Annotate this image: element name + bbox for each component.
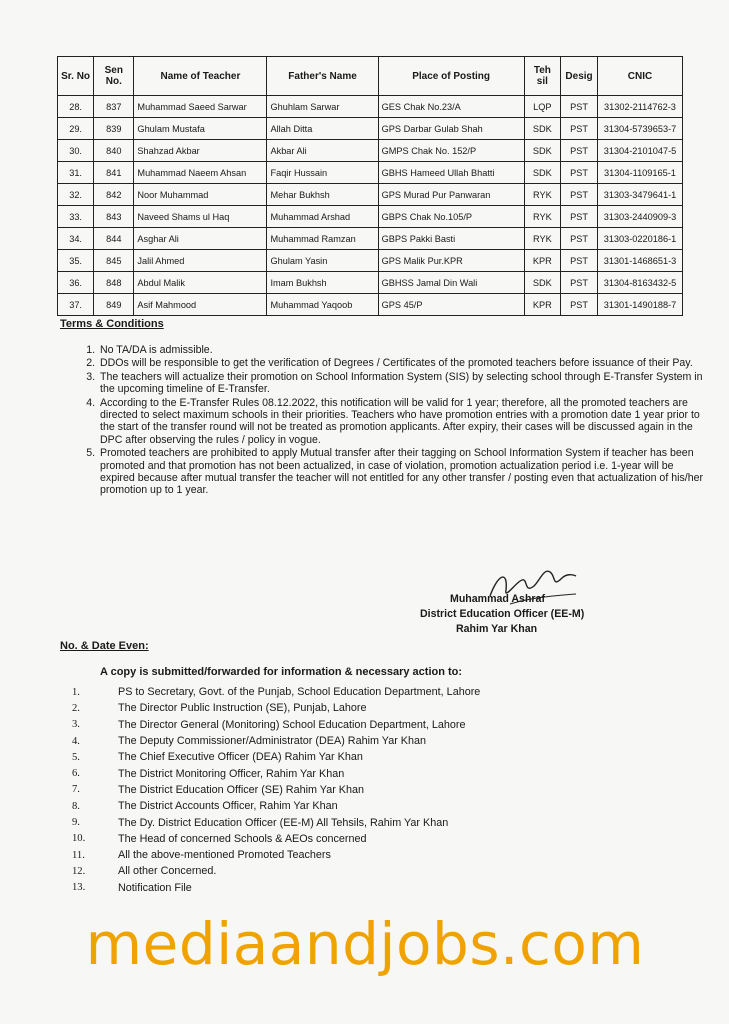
cell-sr-no: 34. (58, 228, 94, 250)
header-teacher-name: Name of Teacher (134, 57, 267, 96)
header-sen-no: Sen No. (94, 57, 134, 96)
cell-teacher-name: Muhammad Naeem Ahsan (134, 162, 267, 184)
cell-designation: PST (561, 118, 598, 140)
cell-place-of-posting: GBHSS Jamal Din Wali (378, 272, 524, 294)
cell-sen-no: 844 (94, 228, 134, 250)
cell-sr-no: 29. (58, 118, 94, 140)
cell-teacher-name: Asif Mahmood (134, 294, 267, 316)
cell-teacher-name: Ghulam Mustafa (134, 118, 267, 140)
cell-teacher-name: Jalil Ahmed (134, 250, 267, 272)
copy-recipient-number: 7. (72, 784, 80, 796)
cell-cnic: 31304-2101047-5 (597, 140, 682, 162)
table-row (58, 206, 683, 228)
cell-cnic: 31304-5739653-7 (597, 118, 682, 140)
copy-recipient-number: 1. (72, 686, 80, 698)
copy-recipient-number: 6. (72, 768, 80, 780)
cell-sen-no: 841 (94, 162, 134, 184)
cell-sen-no: 837 (94, 96, 134, 118)
cell-sr-no: 35. (58, 250, 94, 272)
cell-tehsil: RYK (524, 184, 560, 206)
copy-recipient (72, 749, 480, 765)
copy-recipient-number: 4. (72, 735, 80, 747)
cell-sen-no: 848 (94, 272, 134, 294)
copy-recipient-text: The Head of concerned Schools & AEOs concerned (118, 832, 367, 845)
cell-cnic: 31301-1490188-7 (597, 294, 682, 316)
copy-recipient-number: 9. (72, 817, 80, 829)
cell-teacher-name: Noor Muhammad (134, 184, 267, 206)
copy-recipient (72, 765, 480, 781)
copy-recipient-text: The Chief Executive Officer (DEA) Rahim Yar Khan (118, 751, 363, 764)
terms-list (58, 344, 704, 498)
cell-designation: PST (561, 140, 598, 162)
table-row (58, 96, 683, 118)
cell-father-name: Ghuhlam Sarwar (267, 96, 378, 118)
cell-designation: PST (561, 228, 598, 250)
copy-recipient-number: 11. (72, 849, 85, 861)
table-body (58, 96, 683, 316)
header-father-name: Father's Name (267, 57, 378, 96)
cell-place-of-posting: GMPS Chak No. 152/P (378, 140, 524, 162)
copy-recipient (72, 733, 480, 749)
terms-title: Terms & Conditions (60, 318, 164, 330)
table-row (58, 118, 683, 140)
cell-designation: PST (561, 96, 598, 118)
cell-father-name: Mehar Bukhsh (267, 184, 378, 206)
table-row (58, 140, 683, 162)
cell-sen-no: 843 (94, 206, 134, 228)
cell-designation: PST (561, 206, 598, 228)
copy-recipient-text: The Dy. District Education Officer (EE-M) All Tehsils, Rahim Yar Khan (118, 816, 449, 829)
cell-cnic: 31301-1468651-3 (597, 250, 682, 272)
signatory-location: Rahim Yar Khan (456, 623, 538, 635)
copy-recipient-text: All other Concerned. (118, 865, 217, 878)
cell-cnic: 31304-1109165-1 (597, 162, 682, 184)
cell-place-of-posting: GBPS Pakki Basti (378, 228, 524, 250)
cell-sen-no: 842 (94, 184, 134, 206)
cell-place-of-posting: GPS Murad Pur Panwaran (378, 184, 524, 206)
watermark: mediaandjobs.com (85, 910, 645, 978)
cell-designation: PST (561, 250, 598, 272)
cell-cnic: 31303-3479641-1 (597, 184, 682, 206)
cell-place-of-posting: GPS 45/P (378, 294, 524, 316)
table-row (58, 250, 683, 272)
cell-tehsil: SDK (524, 118, 560, 140)
copy-recipient (72, 831, 480, 847)
copy-recipients-list (72, 684, 480, 896)
no-date-even: No. & Date Even: (60, 640, 149, 652)
cell-sr-no: 30. (58, 140, 94, 162)
terms-item: 3. The teachers will actualize their promotion on School Information System (SIS) by selecting school through E-Transfer System in the upcoming timeline of E-Transfer. (98, 371, 704, 396)
copy-recipient-text: All the above-mentioned Promoted Teachers (118, 849, 331, 862)
cell-tehsil: SDK (524, 140, 560, 162)
header-place-of-posting: Place of Posting (378, 57, 524, 96)
copy-intro: A copy is submitted/forwarded for information & necessary action to: (100, 666, 463, 678)
cell-father-name: Faqir Hussain (267, 162, 378, 184)
cell-place-of-posting: GPS Malik Pur.KPR (378, 250, 524, 272)
header-designation: Desig (561, 57, 598, 96)
cell-father-name: Imam Bukhsh (267, 272, 378, 294)
cell-teacher-name: Naveed Shams ul Haq (134, 206, 267, 228)
cell-designation: PST (561, 294, 598, 316)
terms-item: 2. DDOs will be responsible to get the verification of Degrees / Certificates of the promoted teachers before issuance of their Pay. (98, 357, 704, 369)
cell-sr-no: 37. (58, 294, 94, 316)
cell-sr-no: 28. (58, 96, 94, 118)
cell-tehsil: SDK (524, 162, 560, 184)
copy-recipient-text: Notification File (118, 881, 192, 894)
cell-cnic: 31304-8163432-5 (597, 272, 682, 294)
cell-sr-no: 31. (58, 162, 94, 184)
promoted-teachers-table (57, 56, 683, 316)
copy-recipient (72, 863, 480, 879)
copy-recipient-text: PS to Secretary, Govt. of the Punjab, School Education Department, Lahore (118, 686, 481, 699)
cell-father-name: Muhammad Arshad (267, 206, 378, 228)
cell-sr-no: 33. (58, 206, 94, 228)
copy-recipient (72, 847, 480, 863)
cell-place-of-posting: GPS Darbar Gulab Shah (378, 118, 524, 140)
cell-cnic: 31302-2114762-3 (597, 96, 682, 118)
cell-father-name: Muhammad Ramzan (267, 228, 378, 250)
cell-father-name: Muhammad Yaqoob (267, 294, 378, 316)
cell-place-of-posting: GBHS Hameed Ullah Bhatti (378, 162, 524, 184)
header-sr-no: Sr. No (58, 57, 94, 96)
cell-father-name: Akbar Ali (267, 140, 378, 162)
cell-teacher-name: Abdul Malik (134, 272, 267, 294)
copy-recipient-number: 12. (72, 865, 86, 877)
cell-place-of-posting: GBPS Chak No.105/P (378, 206, 524, 228)
cell-tehsil: KPR (524, 294, 560, 316)
copy-recipient-text: The District Monitoring Officer, Rahim Yar Khan (118, 767, 345, 780)
copy-recipient-number: 2. (72, 702, 80, 714)
cell-designation: PST (561, 162, 598, 184)
table-row (58, 228, 683, 250)
copy-recipient-text: The District Accounts Officer, Rahim Yar Khan (118, 800, 338, 813)
header-cnic: CNIC (597, 57, 682, 96)
copy-recipient (72, 700, 480, 716)
copy-recipient (72, 782, 480, 798)
cell-tehsil: RYK (524, 228, 560, 250)
copy-recipient-text: The District Education Officer (SE) Rahim Yar Khan (118, 783, 365, 796)
cell-teacher-name: Shahzad Akbar (134, 140, 267, 162)
terms-item: 5. Promoted teachers are prohibited to apply Mutual transfer after their tagging on School Information System if teacher has been promoted and that promotion has not been actualized, in case of violation, promotion actualization period i.e. 1-year will be expired because after mutual transfer the teacher will not entitled for any other transfer / posting even that actualization of his/her promotion up to 1 year. (98, 447, 704, 497)
table-header-row (58, 57, 683, 96)
copy-recipient (72, 798, 480, 814)
header-tehsil: Teh sil (524, 57, 560, 96)
table-row (58, 162, 683, 184)
cell-sr-no: 36. (58, 272, 94, 294)
cell-sen-no: 845 (94, 250, 134, 272)
cell-designation: PST (561, 272, 598, 294)
cell-sen-no: 839 (94, 118, 134, 140)
cell-father-name: Ghulam Yasin (267, 250, 378, 272)
table-row (58, 184, 683, 206)
copy-recipient-number: 10. (72, 833, 86, 845)
signatory-name: Muhammad Ashraf (450, 593, 545, 605)
cell-teacher-name: Asghar Ali (134, 228, 267, 250)
copy-recipient (72, 684, 480, 700)
copy-recipient-text: The Director General (Monitoring) School Education Department, Lahore (118, 718, 466, 731)
cell-tehsil: KPR (524, 250, 560, 272)
cell-cnic: 31303-2440909-3 (597, 206, 682, 228)
table-row (58, 272, 683, 294)
copy-recipient-number: 13. (72, 882, 86, 894)
cell-sen-no: 849 (94, 294, 134, 316)
copy-recipient (72, 814, 480, 830)
copy-recipient-number: 5. (72, 751, 80, 763)
signatory-designation: District Education Officer (EE-M) (420, 608, 585, 620)
cell-designation: PST (561, 184, 598, 206)
copy-recipient (72, 880, 480, 896)
copy-recipient-text: The Director Public Instruction (SE), Punjab, Lahore (118, 702, 367, 715)
cell-place-of-posting: GES Chak No.23/A (378, 96, 524, 118)
copy-recipient-text: The Deputy Commissioner/Administrator (DEA) Rahim Yar Khan (118, 735, 427, 748)
cell-tehsil: LQP (524, 96, 560, 118)
cell-teacher-name: Muhammad Saeed Sarwar (134, 96, 267, 118)
cell-tehsil: SDK (524, 272, 560, 294)
copy-recipient (72, 717, 480, 733)
table-row (58, 294, 683, 316)
terms-item: 1. No TA/DA is admissible. (98, 344, 704, 356)
cell-sr-no: 32. (58, 184, 94, 206)
terms-item: 4. According to the E-Transfer Rules 08.12.2022, this notification will be valid for 1 year; therefore, all the promoted teachers are directed to select maximum schools in their priorities. Teachers who have promotion entries with a promotion date 1 year prior to the start of the transfer round will not be treated as promotion applicants. After expiry, their cases will be discussed again in the DPC after observing the rules / policy in vogue. (98, 397, 704, 447)
cell-cnic: 31303-0220186-1 (597, 228, 682, 250)
copy-recipient-number: 3. (72, 719, 80, 731)
cell-father-name: Allah Ditta (267, 118, 378, 140)
cell-sen-no: 840 (94, 140, 134, 162)
copy-recipient-number: 8. (72, 800, 80, 812)
cell-tehsil: RYK (524, 206, 560, 228)
